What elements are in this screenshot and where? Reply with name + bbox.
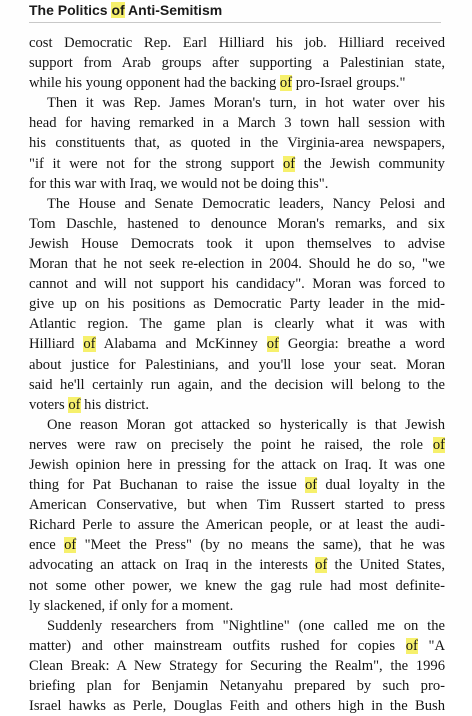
text-line [29,696,445,716]
text-line [29,475,445,495]
text-segment: Richard Perle to assure the American people, or at least the audi- [29,517,445,534]
highlighted-word: of [282,155,296,172]
text-segment: Moran that he not seek re-election in 2004. Should he do so, "we [29,256,445,273]
text-line [29,455,445,475]
text-segment: Suddenly researchers from "Nightline" (one called me on the [47,617,445,634]
highlighted-word: of [304,477,318,494]
text-segment: nerves were raw on precisely the point he raised, the role [29,436,433,453]
highlighted-word: of [266,336,279,353]
header-title-part: The Politics [29,2,112,18]
text-segment: the Jewish community [295,155,445,172]
header-highlighted-word: of [111,2,125,18]
text-segment: the United States, [327,557,445,574]
text-line [29,214,445,234]
header-divider [29,22,441,23]
text-line [29,355,445,375]
text-segment: "Meet the Press" (by no means the same), that he was [76,537,445,554]
running-header [29,1,441,21]
highlighted-word: of [315,557,328,574]
text-segment: Alabama and McKinney [95,336,267,353]
text-segment: The House and Senate Democratic leaders, Nancy Pelosi and [47,195,445,212]
text-segment: Clean Break: A New Strategy for Securing the Realm", the 1996 [29,657,445,674]
highlighted-word: of [279,75,293,92]
text-segment: pro-Israel groups." [292,75,406,92]
text-segment: Jewish opinion here in pressing for the attack on Iraq. It was one [29,456,445,473]
text-segment: One reason Moran got attacked so hysterically is that Jewish [47,416,445,433]
text-segment: head for having remarked in a March 3 town hall session with [29,115,445,132]
text-segment: matter) and other mainstream outfits rushed for copies [29,637,406,654]
header-title-part: Anti-Semitism [124,2,223,18]
text-segment: Hilliard [29,336,84,353]
text-line [29,234,445,254]
text-line [29,113,445,133]
text-line [29,616,445,636]
text-segment: while his young opponent had the backing [29,75,280,92]
text-line [29,33,445,53]
text-segment: not some other power, we knew the gag rule had most definite- [29,577,445,594]
text-segment: said he'll certainly run again, and the decision will belong to the [29,376,445,393]
text-line [29,555,445,575]
text-line [29,133,445,153]
text-segment: American Conservative, but when Tim Russert started to press [29,497,445,514]
text-line [29,194,445,214]
text-segment: "A [417,637,445,654]
text-line [29,174,445,194]
text-line [29,435,445,455]
text-line [29,395,445,415]
text-line [29,576,445,596]
text-segment: for this war with Iraq, we would not be doing this". [29,175,329,192]
text-segment: Israel hawks as Perle, Douglas Feith and others high in the Bush [29,698,445,715]
text-segment: Tom Daschle, hastened to denounce Moran's remarks, and six [29,215,445,232]
text-line [29,314,445,334]
text-line [29,636,445,656]
text-line [29,154,445,174]
text-line [29,73,445,93]
text-segment: about justice for Palestinians, and you'll lose your seat. Moran [29,356,445,373]
text-line [29,254,445,274]
text-line [29,294,445,314]
text-segment: Jewish House Democrats took it upon themselves to advise [29,235,445,252]
text-segment: thing for Pat Buchanan to raise the issue [29,477,305,494]
text-line [29,375,445,395]
text-segment: voters [29,396,69,413]
text-segment: briefing plan for Benjamin Netanyahu prepared by such pro- [29,678,445,694]
text-line [29,596,445,616]
text-segment: Atlantic region. The game plan is clearly what it was with [29,316,445,333]
text-line [29,495,445,515]
text-line [29,535,445,555]
text-segment: support from Arab groups after supporting a Palestinian state, [29,55,445,72]
text-segment: his district. [80,396,150,413]
text-line [29,656,445,676]
text-segment: cost Democratic Rep. Earl Hilliard his job. Hilliard received [29,35,445,51]
body-text [29,33,445,716]
text-line [29,415,445,435]
text-segment: give up on his positions as Democratic Party leader in the mid- [29,296,445,313]
text-line [29,53,445,73]
text-segment: ly slackened, if only for a moment. [29,597,234,614]
text-segment: Then it was Rep. James Moran's turn, in hot water over his [47,95,445,112]
text-line [29,93,445,113]
text-line [29,274,445,294]
text-segment: dual loyalty in the [317,477,445,494]
highlighted-word: of [83,336,96,353]
text-segment: cannot and will not support his candidacy". Moran was forced to [29,276,445,293]
highlighted-word: of [432,436,445,453]
text-segment: ence [29,537,65,554]
text-line [29,676,445,696]
highlighted-word: of [64,537,77,554]
text-line [29,515,445,535]
text-line [29,334,445,354]
text-segment: his constituents that, as quoted in the Virginia-area newspapers, [29,135,445,152]
text-segment: Georgia: breathe a word [278,336,445,353]
text-segment: advocating an attack on Iraq in the interests [29,557,316,574]
text-segment: "if it were not for the strong support [29,155,283,172]
highlighted-word: of [68,396,81,413]
highlighted-word: of [405,637,418,654]
